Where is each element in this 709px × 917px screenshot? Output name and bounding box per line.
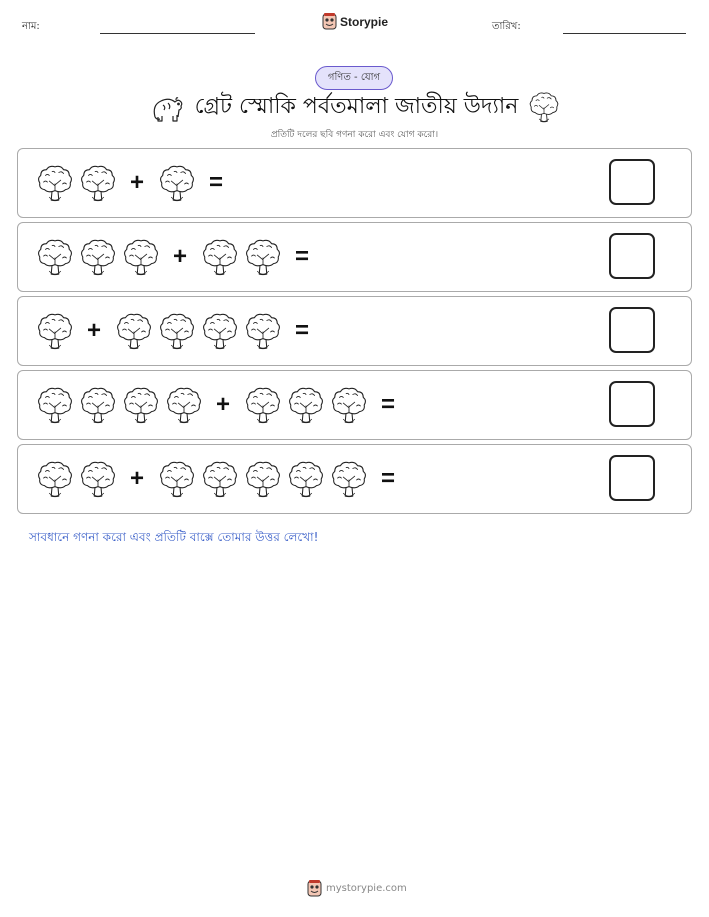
tree-icon [115, 311, 153, 351]
tree-icon [158, 459, 196, 499]
problem-row [17, 148, 692, 218]
problem-row [17, 444, 692, 514]
expression [36, 149, 237, 217]
tree-icon [36, 163, 74, 203]
plus-sign: + [86, 317, 101, 344]
tree-icon [330, 385, 368, 425]
tree-icon [201, 459, 239, 499]
plus-sign: + [172, 243, 187, 270]
tree-icon [244, 459, 282, 499]
date-field[interactable] [563, 33, 686, 34]
equals-sign: = [294, 243, 309, 270]
tree-icon [79, 237, 117, 277]
subject-badge: গণিত - যোগ [315, 66, 393, 90]
plus-sign: + [129, 465, 144, 492]
expression [36, 445, 409, 513]
answer-box[interactable] [609, 233, 655, 279]
tree-icon [201, 237, 239, 277]
answer-box[interactable] [609, 455, 655, 501]
tree-icon [122, 237, 160, 277]
tree-icon [79, 459, 117, 499]
title-row [0, 90, 709, 124]
tree-icon [244, 385, 282, 425]
bear-icon [149, 91, 185, 123]
footer-note: সাবধানে গণনা করো এবং প্রতিটি বাক্সে তোমার উত্তর লেখো! [29, 530, 319, 544]
expression [36, 371, 409, 439]
equals-sign: = [208, 169, 223, 196]
tree-icon [36, 237, 74, 277]
tree-icon [287, 385, 325, 425]
tree-icon [36, 311, 74, 351]
storypie-logo-icon [322, 13, 337, 30]
site-url[interactable]: mystorypie.com [326, 883, 407, 894]
tree-icon [79, 385, 117, 425]
page-title: গ্রেট স্মোকি পর্বতমালা জাতীয় উদ্যান [194, 93, 519, 119]
tree-icon [122, 385, 160, 425]
brand [322, 13, 388, 30]
tree-icon [201, 311, 239, 351]
answer-box[interactable] [609, 307, 655, 353]
storypie-logo-icon [307, 880, 322, 897]
site-footer [307, 880, 407, 897]
name-label: নাম: [22, 21, 40, 32]
problem-row [17, 296, 692, 366]
answer-box[interactable] [609, 381, 655, 427]
tree-icon [79, 163, 117, 203]
expression [36, 223, 323, 291]
tree-icon [287, 459, 325, 499]
problem-row [17, 370, 692, 440]
tree-icon [158, 311, 196, 351]
tree-icon [36, 385, 74, 425]
tree-icon [158, 163, 196, 203]
instructions: প্রতিটি দলের ছবি গণনা করো এবং যোগ করো। [270, 130, 439, 140]
answer-box[interactable] [609, 159, 655, 205]
plus-sign: + [215, 391, 230, 418]
plus-sign: + [129, 169, 144, 196]
date-label: তারিখ: [492, 21, 521, 32]
tree-icon [36, 459, 74, 499]
brand-name: Storypie [340, 14, 389, 29]
expression [36, 297, 323, 365]
equals-sign: = [294, 317, 309, 344]
equals-sign: = [380, 391, 395, 418]
name-field[interactable] [100, 33, 255, 34]
problem-row [17, 222, 692, 292]
tree-icon [244, 237, 282, 277]
tree-icon [165, 385, 203, 425]
tree-icon [244, 311, 282, 351]
equals-sign: = [380, 465, 395, 492]
tree-icon [330, 459, 368, 499]
tree-icon [528, 90, 560, 124]
